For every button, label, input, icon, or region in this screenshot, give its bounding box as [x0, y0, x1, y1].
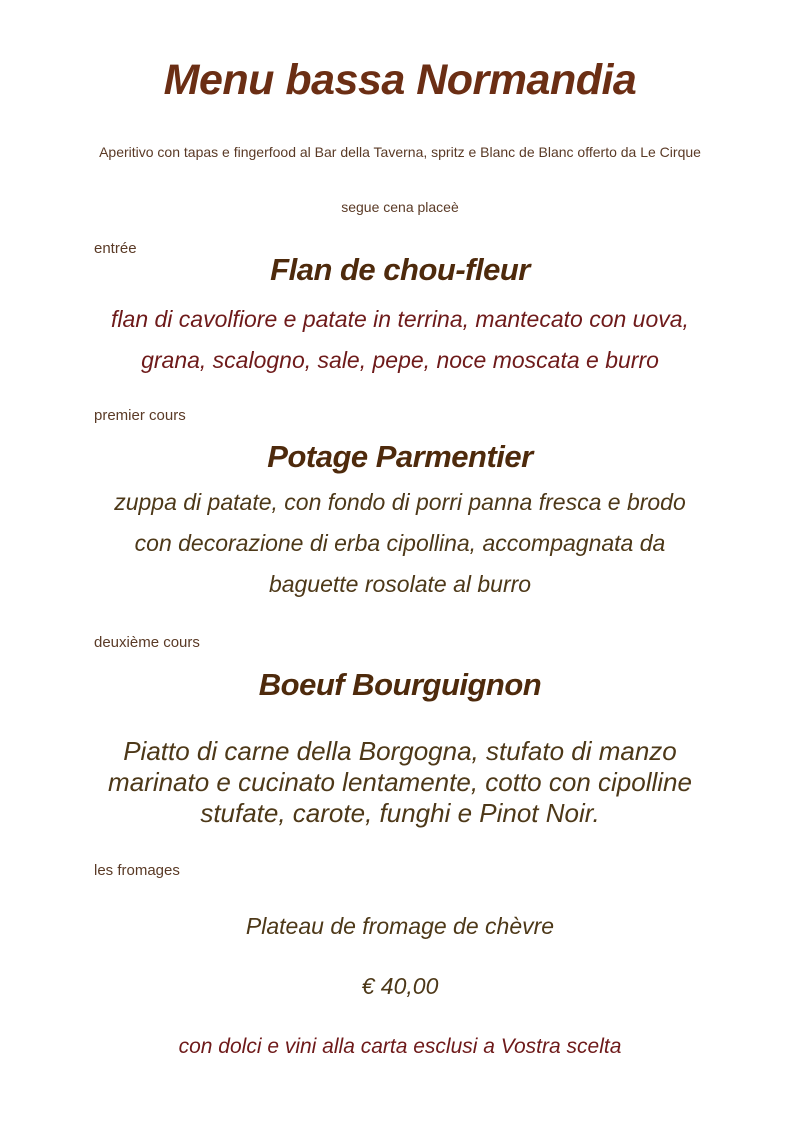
- description-line: stufate, carote, funghi e Pinot Noir.: [200, 798, 600, 828]
- dish-description-flan: [0, 299, 800, 381]
- course-label-entree: entrée: [94, 240, 137, 257]
- description-line: zuppa di patate, con fondo di porri panna fresca e brodo: [114, 489, 686, 515]
- description-line: con decorazione di erba cipollina, accompagnata da: [134, 530, 666, 556]
- dish-title-boeuf: Boeuf Bourguignon: [258, 667, 542, 702]
- description-line: grana, scalogno, sale, pepe, noce moscata e burro: [141, 347, 659, 373]
- dish-title-potage: Potage Parmentier: [267, 439, 533, 474]
- description-line: marinato e cucinato lentamente, cotto con cipolline: [108, 767, 692, 797]
- menu-price: € 40,00: [361, 973, 439, 999]
- course-label-premier-cours: premier cours: [94, 407, 186, 424]
- menu-note: con dolci e vini alla carta esclusi a Vostra scelta: [178, 1035, 622, 1058]
- description-line: baguette rosolate al burro: [268, 571, 532, 597]
- aperitivo-intro: Aperitivo con tapas e fingerfood al Bar della Taverna, spritz e Blanc de Blanc offerto da Le Cirque: [99, 144, 701, 160]
- segue-cena-text: segue cena placeè: [341, 199, 459, 215]
- course-label-deuxieme-cours: deuxième cours: [94, 634, 200, 651]
- dish-title-flan: Flan de chou-fleur: [270, 252, 530, 287]
- dish-description-potage: [0, 482, 800, 605]
- description-line: flan di cavolfiore e patate in terrina, mantecato con uova,: [111, 306, 689, 332]
- dish-description-boeuf: [0, 736, 800, 829]
- dish-title-fromage: Plateau de fromage de chèvre: [245, 913, 555, 939]
- menu-title: Menu bassa Normandia: [163, 56, 637, 104]
- description-line: Piatto di carne della Borgogna, stufato di manzo: [123, 736, 677, 766]
- course-label-fromages: les fromages: [94, 862, 180, 879]
